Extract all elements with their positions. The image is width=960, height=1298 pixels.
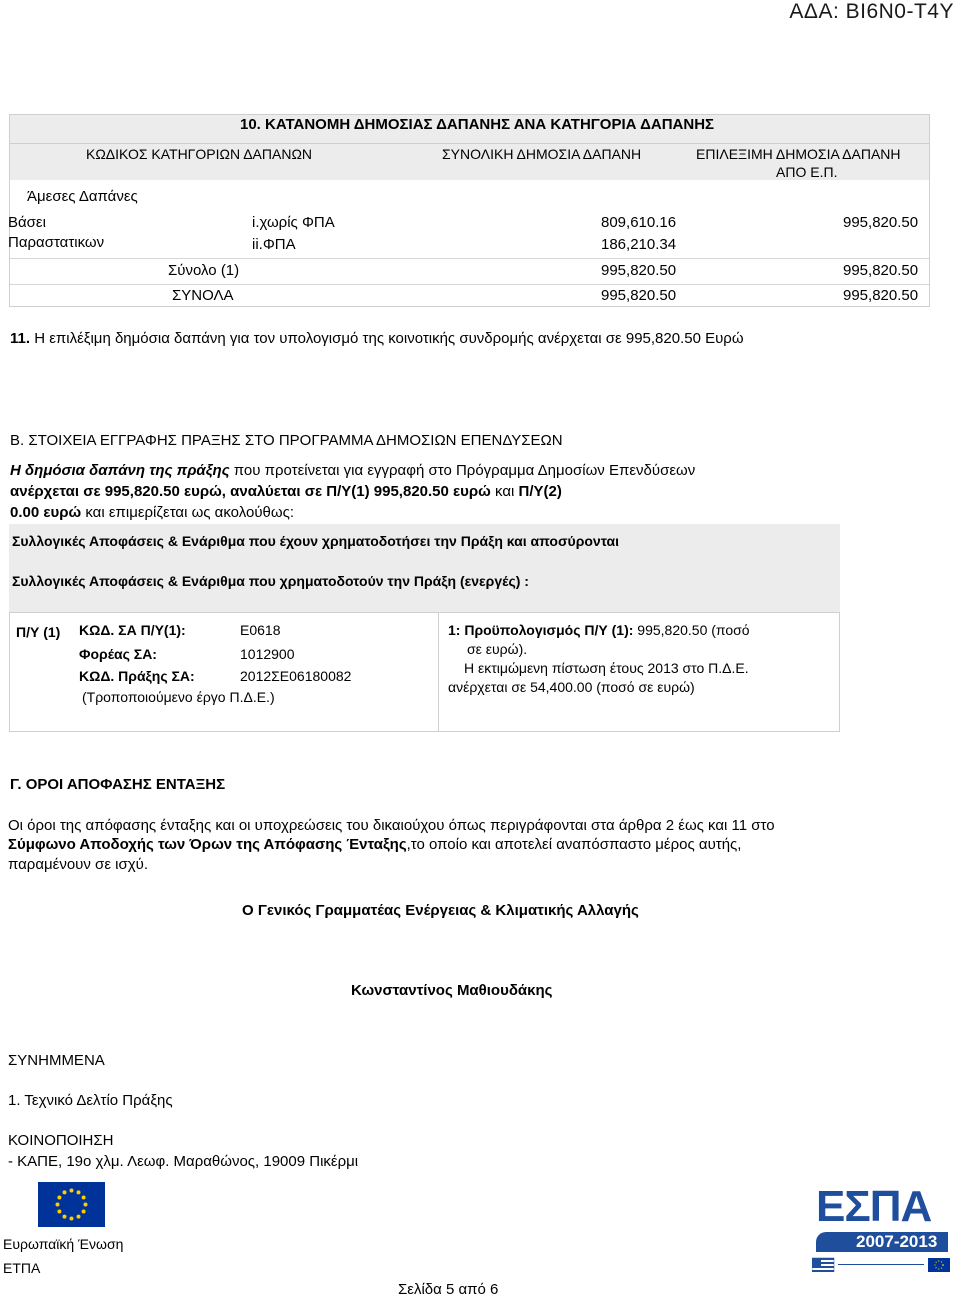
notify-item: - ΚΑΠΕ, 19ο χλμ. Λεωφ. Μαραθώνος, 19009 Πικέρμι <box>8 1153 359 1170</box>
divider <box>10 258 929 259</box>
sectionB-title: Β. ΣΤΟΙΧΕΙΑ ΕΓΓΡΑΦΗΣ ΠΡΑΞΗΣ ΣΤΟ ΠΡΟΓΡΑΜΜΑ ΔΗΜΟΣΙΩΝ ΕΠΕΝΔΥΣΕΩΝ <box>10 432 563 449</box>
budget-summary-line1 <box>448 622 750 638</box>
row-excl-vat-eligible: 995,820.50 <box>843 214 919 231</box>
signatory-name: Κωνσταντίνος Μαθιουδάκης <box>351 982 553 999</box>
attachments-title: ΣΥΝΗΜΜΕΝΑ <box>8 1052 105 1069</box>
sectionB-para-line2 <box>10 483 562 500</box>
sectionB-text: ευρώ, αναλύεται σε Π/Υ(1) <box>179 483 374 500</box>
section11-body: Η επιλέξιμη δημόσια δαπάνη για τον υπολογισμό της κοινοτικής συνδρομής ανέρχεται σε 995,820.50 Ευρώ <box>30 330 744 347</box>
col-eligible-header: ΕΠΙΛΕΞΙΜΗ ΔΗΜΟΣΙΑ ΔΑΠΑΝΗ <box>696 146 901 162</box>
sectionB-text: ευρώ <box>39 504 82 521</box>
subtotal-total: 995,820.50 <box>601 262 677 279</box>
foreas-value: 1012900 <box>240 646 295 662</box>
ksa-label: ΚΩΔ. ΣΑ Π/Υ(1): <box>79 622 186 638</box>
kpraxis-label: ΚΩΔ. Πράξης ΣΑ: <box>79 668 195 684</box>
notify-title: ΚΟΙΝΟΠΟΙΗΣΗ <box>8 1132 114 1149</box>
basis-label-1: Βάσει <box>8 214 46 231</box>
grand-total-label: ΣΥΝΟΛΑ <box>172 287 234 304</box>
subtotal-eligible: 995,820.50 <box>843 262 919 279</box>
ada-code: ΑΔΑ: ΒΙ6Ν0-Τ4Υ <box>789 0 954 23</box>
row-excl-vat-total: 809,610.16 <box>601 214 677 231</box>
sectionB-amount: 995,820.50 <box>104 483 180 500</box>
sectionB-para-line3 <box>10 504 294 521</box>
sectionB-public-expense-em: Η δημόσια δαπάνη της πράξης <box>10 462 230 479</box>
sectionB-text: ανέρχεται σε <box>10 483 105 500</box>
sectionC-title: Γ. ΟΡΟΙ ΑΠΟΦΑΣΗΣ ΕΝΤΑΞΗΣ <box>10 776 226 793</box>
eu-flag-icon <box>38 1182 105 1227</box>
espa-logo-years: 2007-2013 <box>856 1232 938 1251</box>
decisions-active-label: Συλλογικές Αποφάσεις & Ενάριθμα που χρηματοδοτούν την Πράξη (ενεργές) : <box>12 573 529 589</box>
estimate-line2: ανέρχεται σε 54,400.00 (ποσό σε ευρώ) <box>448 679 695 695</box>
divider <box>10 284 929 285</box>
sectionC-line2-rest: ,το οποίο και αποτελεί αναπόσπαστο μέρος αυτής, <box>406 836 742 853</box>
eu-stars-icon <box>38 1182 105 1227</box>
ksa-value: Ε0618 <box>240 622 281 638</box>
budget-summary-line2: σε ευρώ). <box>467 641 528 657</box>
grand-total-total: 995,820.50 <box>601 287 677 304</box>
estimate-line1: Η εκτιμώμενη πίστωση έτους 2013 στο Π.Δ.Ε. <box>464 660 749 676</box>
subtotal-label: Σύνολο (1) <box>168 262 240 279</box>
section10-title: 10. ΚΑΤΑΝΟΜΗ ΔΗΜΟΣΙΑΣ ΔΑΠΑΝΗΣ ΑΝΑ ΚΑΤΗΓΟΡΙΑ ΔΑΠΑΝΗΣ <box>240 116 715 133</box>
sectionB-text: και <box>490 483 519 500</box>
eu-label: Ευρωπαϊκή Ένωση <box>3 1236 124 1252</box>
col-code-header: ΚΩΔΙΚΟΣ ΚΑΤΗΓΟΡΙΩΝ ΔΑΠΑΝΩΝ <box>86 146 313 162</box>
sectionB-text: Π/Υ(2) <box>518 483 562 500</box>
sectionC-line2 <box>8 836 741 853</box>
sectionC-line1: Οι όροι της απόφασης ένταξης και οι υποχρεώσεις του δικαιούχου όπως περιγράφονται στα άρθρα 2 έως και 11 στο <box>8 817 775 834</box>
espa-logo-text: ΕΣΠΑ <box>816 1182 932 1231</box>
foreas-label: Φορέας ΣΑ: <box>79 646 157 662</box>
sectionC-line3: παραμένουν σε ισχύ. <box>8 856 149 873</box>
sectionB-para-line1 <box>10 462 695 479</box>
row-excl-vat-label: i.χωρίς ΦΠΑ <box>252 214 335 231</box>
budget-summary-label: 1: Προϋπολογισμός Π/Υ (1): <box>448 622 634 638</box>
espa-flags-icon <box>812 1256 952 1272</box>
col-eligible-header-2: ΑΠΟ Ε.Π. <box>776 164 838 180</box>
direct-costs-label: Άμεσες Δαπάνες <box>27 188 138 205</box>
sectionB-amount: 995,820.50 <box>373 483 449 500</box>
decisions-withdrawn-label: Συλλογικές Αποφάσεις & Ενάριθμα που έχουν χρηματοδοτήσει την Πράξη και αποσύρονται <box>12 533 620 549</box>
signatory-role: Ο Γενικός Γραμματέας Ενέργειας & Κλιματικής Αλλαγής <box>242 902 639 919</box>
section11-text <box>10 330 744 347</box>
modified-project-note: (Τροποποιούμενο έργο Π.Δ.Ε.) <box>82 689 275 705</box>
basis-label-2: Παραστατικων <box>8 234 105 251</box>
espa-logo <box>812 1182 952 1272</box>
grand-total-eligible: 995,820.50 <box>843 287 919 304</box>
budget-line-label: Π/Υ (1) <box>16 624 61 640</box>
page-number: Σελίδα 5 από 6 <box>398 1281 499 1298</box>
decision-detail-divider <box>438 612 439 732</box>
row-vat-total: 186,210.34 <box>601 236 677 253</box>
attachments-item: 1. Τεχνικό Δελτίο Πράξης <box>8 1092 173 1109</box>
sectionB-amount: 0.00 <box>10 504 40 521</box>
budget-summary-value: 995,820.50 (ποσό <box>637 622 750 638</box>
col-total-header: ΣΥΝΟΛΙΚΗ ΔΗΜΟΣΙΑ ΔΑΠΑΝΗ <box>442 146 642 162</box>
erdf-label: ΕΤΠΑ <box>3 1260 41 1276</box>
sectionC-agreement-title: Σύμφωνο Αποδοχής των Όρων της Απόφασης Ένταξης <box>8 836 407 853</box>
row-vat-label: ii.ΦΠΑ <box>252 236 296 253</box>
sectionB-text: και επιμερίζεται ως ακολούθως: <box>81 504 294 521</box>
sectionB-text: ευρώ <box>448 483 491 500</box>
sectionB-para-line1-rest: που προτείνεται για εγγραφή στο Πρόγραμμα Δημοσίων Επενδύσεων <box>229 462 696 479</box>
section11-number: 11. <box>10 330 31 347</box>
kpraxis-value: 2012ΣΕ06180082 <box>240 668 352 684</box>
